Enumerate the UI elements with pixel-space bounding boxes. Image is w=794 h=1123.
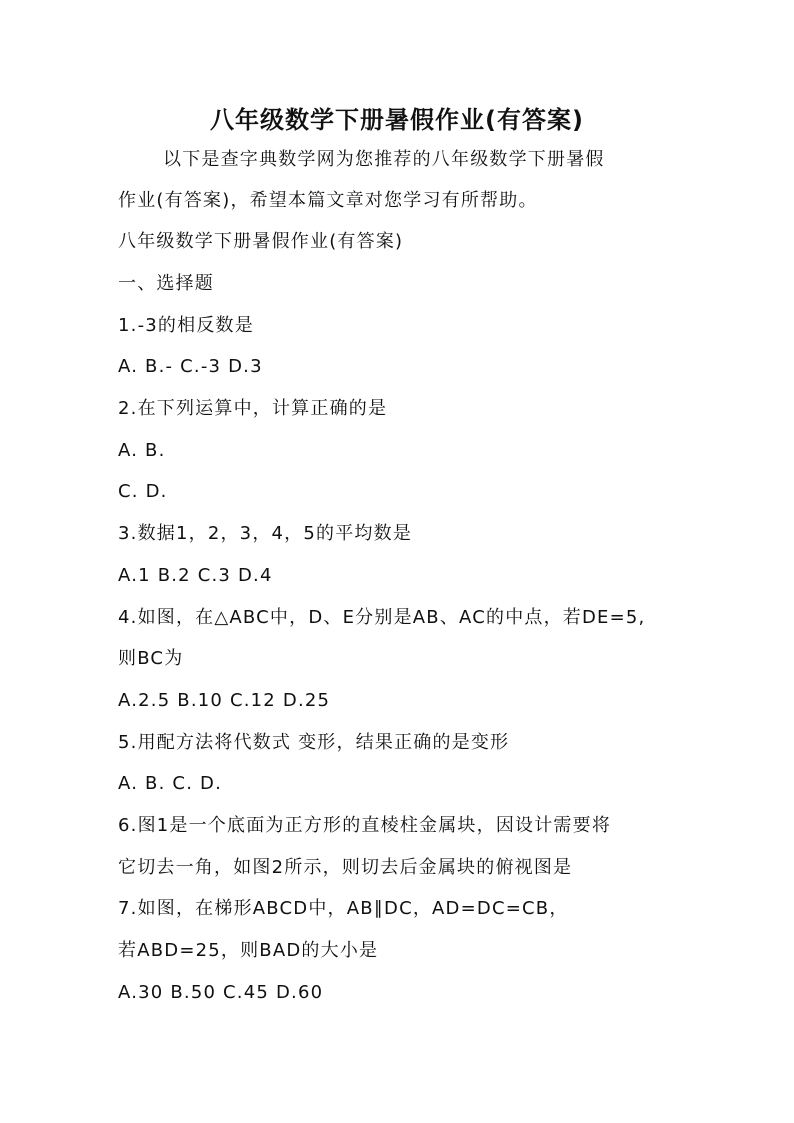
question-5: 5.用配方法将代数式 变形，结果正确的是变形 bbox=[118, 732, 510, 753]
question-7: 7.如图，在梯形ABCD中，AB∥DC，AD=DC=CB， bbox=[118, 898, 569, 919]
question-2-options-cd: C. D. bbox=[118, 481, 168, 502]
section-heading: 八年级数学下册暑假作业(有答案) bbox=[118, 231, 404, 252]
question-3-options: A.1 B.2 C.3 D.4 bbox=[118, 565, 273, 586]
text-line-1: 以下是查字典数学网为您推荐的八年级数学下册暑假 bbox=[163, 149, 605, 170]
question-7-options: A.30 B.50 C.45 D.60 bbox=[118, 982, 324, 1003]
question-1-options: A. B.- C.-3 D.3 bbox=[118, 356, 263, 377]
question-1: 1.-3的相反数是 bbox=[118, 315, 254, 336]
section-label: 一、选择题 bbox=[118, 273, 214, 294]
question-4: 4.如图，在△ABC中，D、E分别是AB、AC的中点，若DE=5, bbox=[118, 607, 646, 628]
question-4-continued: 则BC为 bbox=[118, 648, 184, 669]
question-4-options: A.2.5 B.10 C.12 D.25 bbox=[118, 690, 331, 711]
question-6-continued: 它切去一角，如图2所示，则切去后金属块的俯视图是 bbox=[118, 857, 573, 878]
question-2-options-ab: A. B. bbox=[118, 440, 166, 461]
question-7-continued: 若ABD=25，则BAD的大小是 bbox=[118, 940, 379, 961]
question-5-options: A. B. C. D. bbox=[118, 773, 223, 794]
text-line-2: 作业(有答案)，希望本篇文章对您学习有所帮助。 bbox=[118, 190, 538, 211]
document-title: 八年级数学下册暑假作业(有答案) bbox=[210, 106, 584, 134]
question-2: 2.在下列运算中，计算正确的是 bbox=[118, 398, 388, 419]
question-3: 3.数据1，2，3，4，5的平均数是 bbox=[118, 523, 413, 544]
question-6: 6.图1是一个底面为正方形的直棱柱金属块，因设计需要将 bbox=[118, 815, 612, 836]
